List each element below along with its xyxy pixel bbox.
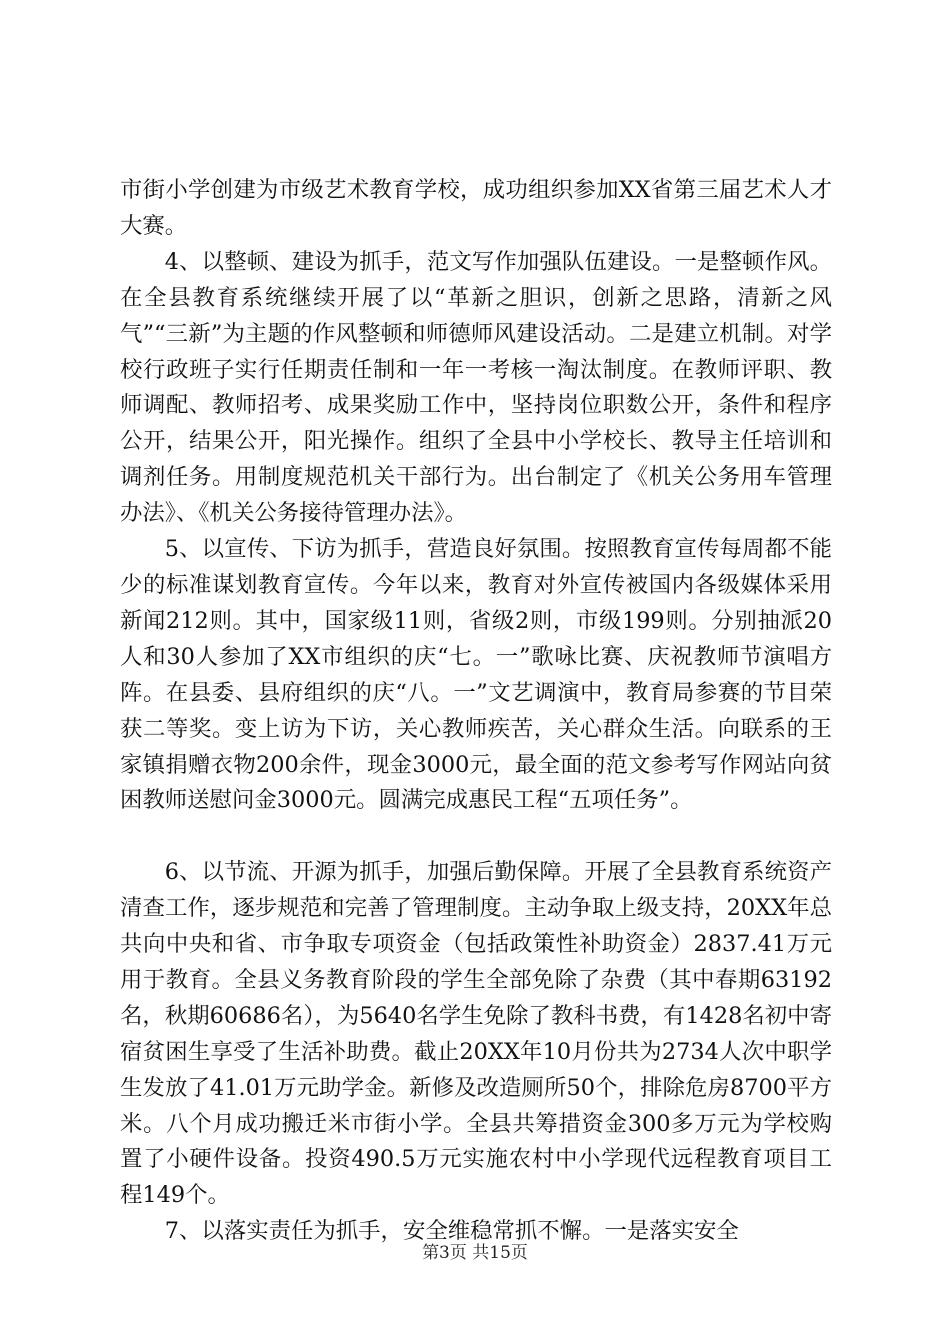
paragraph-3: 5、以宣传、下访为抓手，营造良好氛围。按照教育宣传每周都不能少的标准谋划教育宣传。今年以来，教育对外宣传被国内各级媒体采用新闻212则。其中，国家级11则，省级2则，市级199则。分别抽派20人和30人参加了XX市组织的庆“七。一”歌咏比赛、庆祝教师节演唱方阵。在县委、县府组织的庆“八。一”文艺调演中，教育局参赛的节目荣获二等奖。变上访为下访，关心教师疾苦，关心群众生活。向联系的王家镇捐赠衣物200余件，现金3000元，最全面的范文参考写作网站向贫困教师送慰问金3000元。圆满完成惠民工程“五项任务”。 <box>120 536 832 814</box>
paragraph-5: 7、以落实责任为抓手，安全维稳常抓不懈。一是落实安全 <box>164 1218 739 1245</box>
paragraph-1: 市街小学创建为市级艺术教育学校，成功组织参加XX省第三届艺术人才大赛。 <box>120 177 832 239</box>
document-body <box>120 173 832 1250</box>
paragraph-4: 6、以节流、开源为抓手，加强后勤保障。开展了全县教育系统资产清查工作，逐步规范和完善了管理制度。主动争取上级支持，20XX年总共向中央和省、市争取专项资金（包括政策性补助资金）2837.41万元用于教育。全县义务教育阶段的学生全部免除了杂费（其中春期63192名，秋期60686名），为5640名学生免除了教科书费，有1428名初中寄宿贫困生享受了生活补助费。截止20XX年10月份共为2734人次中职学生发放了41.01万元助学金。新修及改造厕所50个，排除危房8700平方米。八个月成功搬迁米市街小学。全县共筹措资金300多万元为学校购置了小硬件设备。投资490.5万元实施农村中小学现代远程教育项目工程149个。 <box>120 859 832 1209</box>
paragraph-2: 4、以整顿、建设为抓手，范文写作加强队伍建设。一是整顿作风。在全县教育系统继续开展了以“革新之胆识，创新之思路，清新之风气”“三新”为主题的作风整顿和师德师风建设活动。二是建立机制。对学校行政班子实行任期责任制和一年一考核一淘汰制度。在教师评职、教师调配、教师招考、成果奖励工作中，坚持岗位职数公开，条件和程序公开，结果公开，阳光操作。组织了全县中小学校长、教导主任培训和调剂任务。用制度规范机关干部行为。出台制定了《机关公务用车管理办法》、《机关公务接待管理办法》。 <box>120 248 832 527</box>
page-number-footer: 第3页 共15页 <box>422 1243 528 1263</box>
